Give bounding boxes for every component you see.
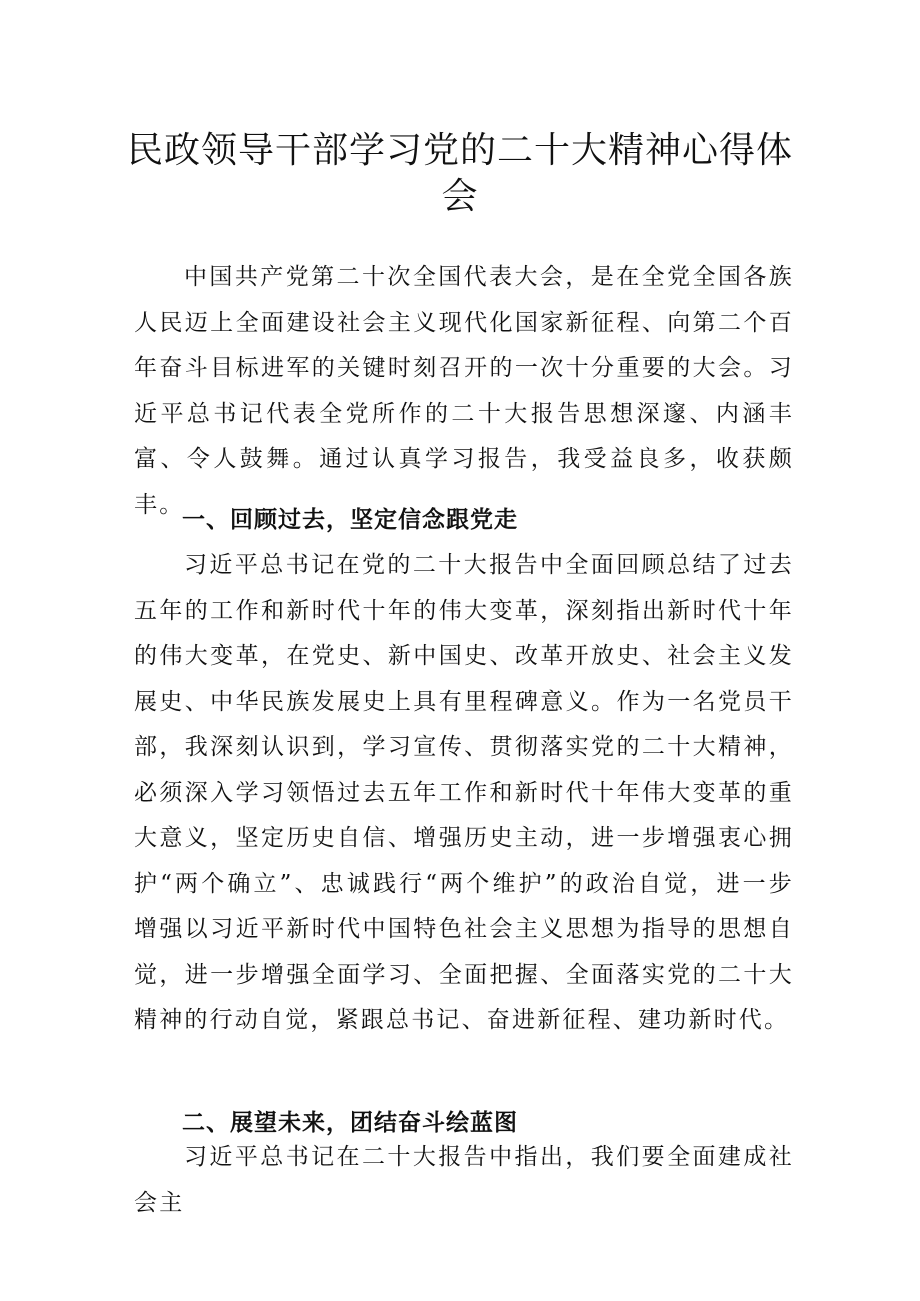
paragraph-section-1: 习近平总书记在党的二十大报告中全面回顾总结了过去五年的工作和新时代十年的伟大变革，深刻指出新时代十年的伟大变革，在党史、新中国史、改革开放史、社会主义发展史、中华民族发展史上具有里程碑意义。作为一名党员干部，我深刻认识到，学习宣传、贯彻落实党的二十大精神，必须深入学习领悟过去五年工作和新时代十年伟大变革的重大意义，坚定历史自信、增强历史主动，进一步增强衷心拥护“两个确立”、忠诚践行“两个维护”的政治自觉，进一步增强以习近平新时代中国特色社会主义思想为指导的思想自觉，进一步增强全面学习、全面把握、全面落实党的二十大精神的行动自觉，紧跟总书记、奋进新征程、建功新时代。 bbox=[134, 552, 794, 1033]
section-heading-1: 一、回顾过去，坚定信念跟党走 bbox=[182, 507, 518, 533]
paragraph-section-2: 习近平总书记在二十大报告中指出，我们要全面建成社会主 bbox=[134, 1144, 794, 1216]
document-title: 民政领导干部学习党的二十大精神心得体会 bbox=[126, 130, 793, 217]
paragraph-intro: 中国共产党第二十次全国代表大会，是在全党全国各族人民迈上全面建设社会主义现代化国家新征程、向第二个百年奋斗目标进军的关键时刻召开的一次十分重要的大会。习近平总书记代表全党所作的二十大报告思想深邃、内涵丰富、令人鼓舞。通过认真学习报告，我受益良多，收获颇丰。 bbox=[134, 264, 794, 518]
section-heading-2: 二、展望未来，团结奋斗绘蓝图 bbox=[182, 1110, 518, 1136]
